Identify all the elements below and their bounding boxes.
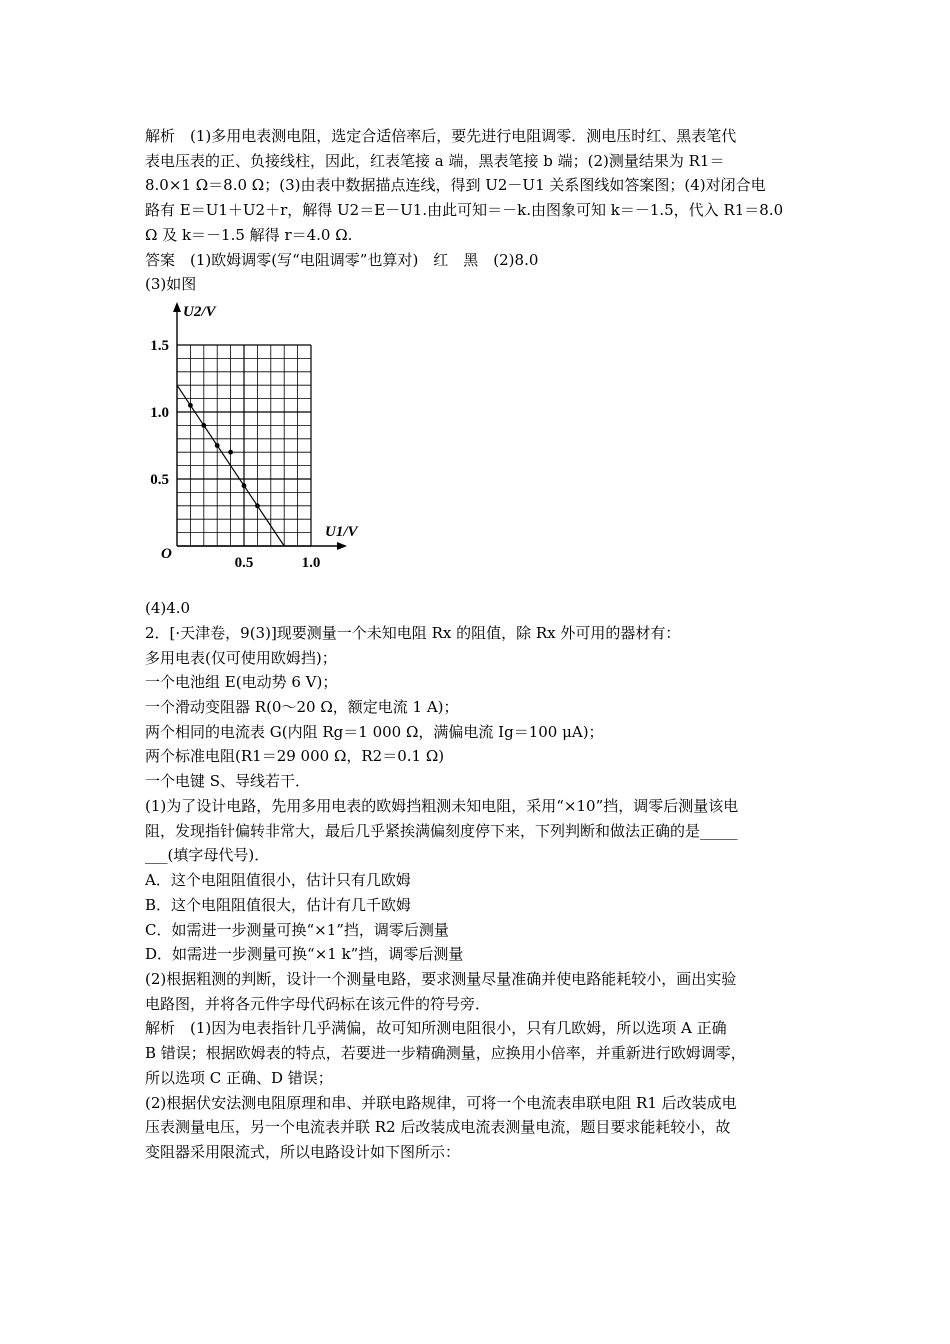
text-line: (2)根据伏安法测电阻原理和串、并联电路规律，可将一个电流表串联电阻 R1 后改装成电 bbox=[145, 1094, 737, 1112]
answer-part4: (4)4.0 bbox=[145, 599, 191, 617]
data-point bbox=[188, 403, 193, 408]
text-line: 两个标准电阻(R1＝29 000 Ω，R2＝0.1 Ω) bbox=[145, 747, 445, 765]
text-line: 路有 E＝U1＋U2＋r，解得 U2＝E－U1.由此可知＝－k.由图象可知 k＝－1.5，代入 R1＝8.0 bbox=[145, 201, 784, 219]
text-line: 解析 (1)因为电表指针几乎满偏，故可知所测电阻很小，只有几欧姆，所以选项 A 正确 bbox=[145, 1019, 727, 1037]
option-c: C．如需进一步测量可换“×1”挡，调零后测量 bbox=[145, 921, 449, 939]
x-axis-label: U1/V bbox=[325, 524, 358, 540]
data-point bbox=[215, 443, 220, 448]
y-tick-label: 1.5 bbox=[150, 338, 169, 354]
y-axis-label: U2/V bbox=[183, 304, 216, 320]
text-line: 电路图，并将各元件字母代码标在该元件的符号旁． bbox=[145, 995, 491, 1013]
data-point bbox=[255, 503, 260, 508]
option-a: A．这个电阻阻值很小，估计只有几欧姆 bbox=[145, 871, 411, 889]
y-tick-label: 0.5 bbox=[150, 472, 169, 488]
option-b: B．这个电阻阻值很大，估计有几千欧姆 bbox=[145, 896, 412, 914]
text-line: 变阻器采用限流式，所以电路设计如下图所示： bbox=[145, 1143, 461, 1161]
data-point bbox=[228, 450, 233, 455]
text-line: 一个电键 S、导线若干． bbox=[145, 772, 311, 790]
text-line: 多用电表(仅可使用欧姆挡)； bbox=[145, 649, 337, 667]
text-line: Ω 及 k＝－1.5 解得 r＝4.0 Ω. bbox=[145, 226, 353, 244]
answer-part3: (3)如图 bbox=[145, 275, 197, 293]
data-point bbox=[201, 423, 206, 428]
x-tick-label: 1.0 bbox=[301, 555, 321, 571]
answer-line: 答案 (1)欧姆调零(写“电阻调零”也算对) 红 黑 (2)8.0 bbox=[145, 251, 539, 269]
text-line: 所以选项 C 正确、D 错误； bbox=[145, 1069, 333, 1087]
text-line: (2)根据粗测的判断，设计一个测量电路，要求测量尽量准确并使电路能耗较小，画出实验 bbox=[145, 970, 737, 988]
text-line: 阻，发现指针偏转非常大，最后几乎紧挨满偏刻度停下来，下列判断和做法正确的是_____ bbox=[145, 822, 738, 840]
text-line: ___(填字母代号)． bbox=[145, 846, 270, 864]
text-line: 两个相同的电流表 G(内阻 Rg＝1 000 Ω，满偏电流 Ig＝100 μA)； bbox=[145, 723, 604, 741]
x-tick-label: 0.5 bbox=[234, 555, 254, 571]
u2-u1-chart bbox=[140, 296, 380, 576]
x-axis-arrow bbox=[337, 542, 347, 550]
text-line: 表电压表的正、负接线柱，因此，红表笔接 a 端，黑表笔接 b 端；(2)测量结果为 R1＝ bbox=[145, 152, 725, 170]
text-line: B 错误；根据欧姆表的特点，若要进一步精确测量，应换用小倍率，并重新进行欧姆调零， bbox=[145, 1044, 746, 1062]
text-line: 一个电池组 E(电动势 6 V)； bbox=[145, 673, 338, 691]
chart-svg bbox=[140, 296, 380, 576]
y-axis-arrow bbox=[173, 302, 181, 312]
text-line: 解析 (1)多用电表测电阻，选定合适倍率后，要先进行电阻调零．测电压时红、黑表笔代 bbox=[145, 127, 737, 145]
data-point bbox=[242, 483, 247, 488]
origin-label: O bbox=[161, 546, 172, 562]
text-line: 一个滑动变阻器 R(0～20 Ω，额定电流 1 A)； bbox=[145, 698, 459, 716]
text-line: (1)为了设计电路，先用多用电表的欧姆挡粗测未知电阻，采用“×10”挡，调零后测量该电 bbox=[145, 797, 739, 815]
option-d: D．如需进一步测量可换“×1 k”挡，调零后测量 bbox=[145, 945, 464, 963]
y-tick-label: 1.0 bbox=[150, 405, 169, 421]
text-line: 8.0×1 Ω＝8.0 Ω；(3)由表中数据描点连线，得到 U2－U1 关系图线如答案图；(4)对闭合电 bbox=[145, 176, 766, 194]
text-line: 压表测量电压，另一个电流表并联 R2 后改装成电流表测量电流，题目要求能耗较小，故 bbox=[145, 1118, 731, 1136]
text-line: 2．[·天津卷，9(3)]现要测量一个未知电阻 Rx 的阻值，除 Rx 外可用的器材有： bbox=[145, 624, 681, 642]
